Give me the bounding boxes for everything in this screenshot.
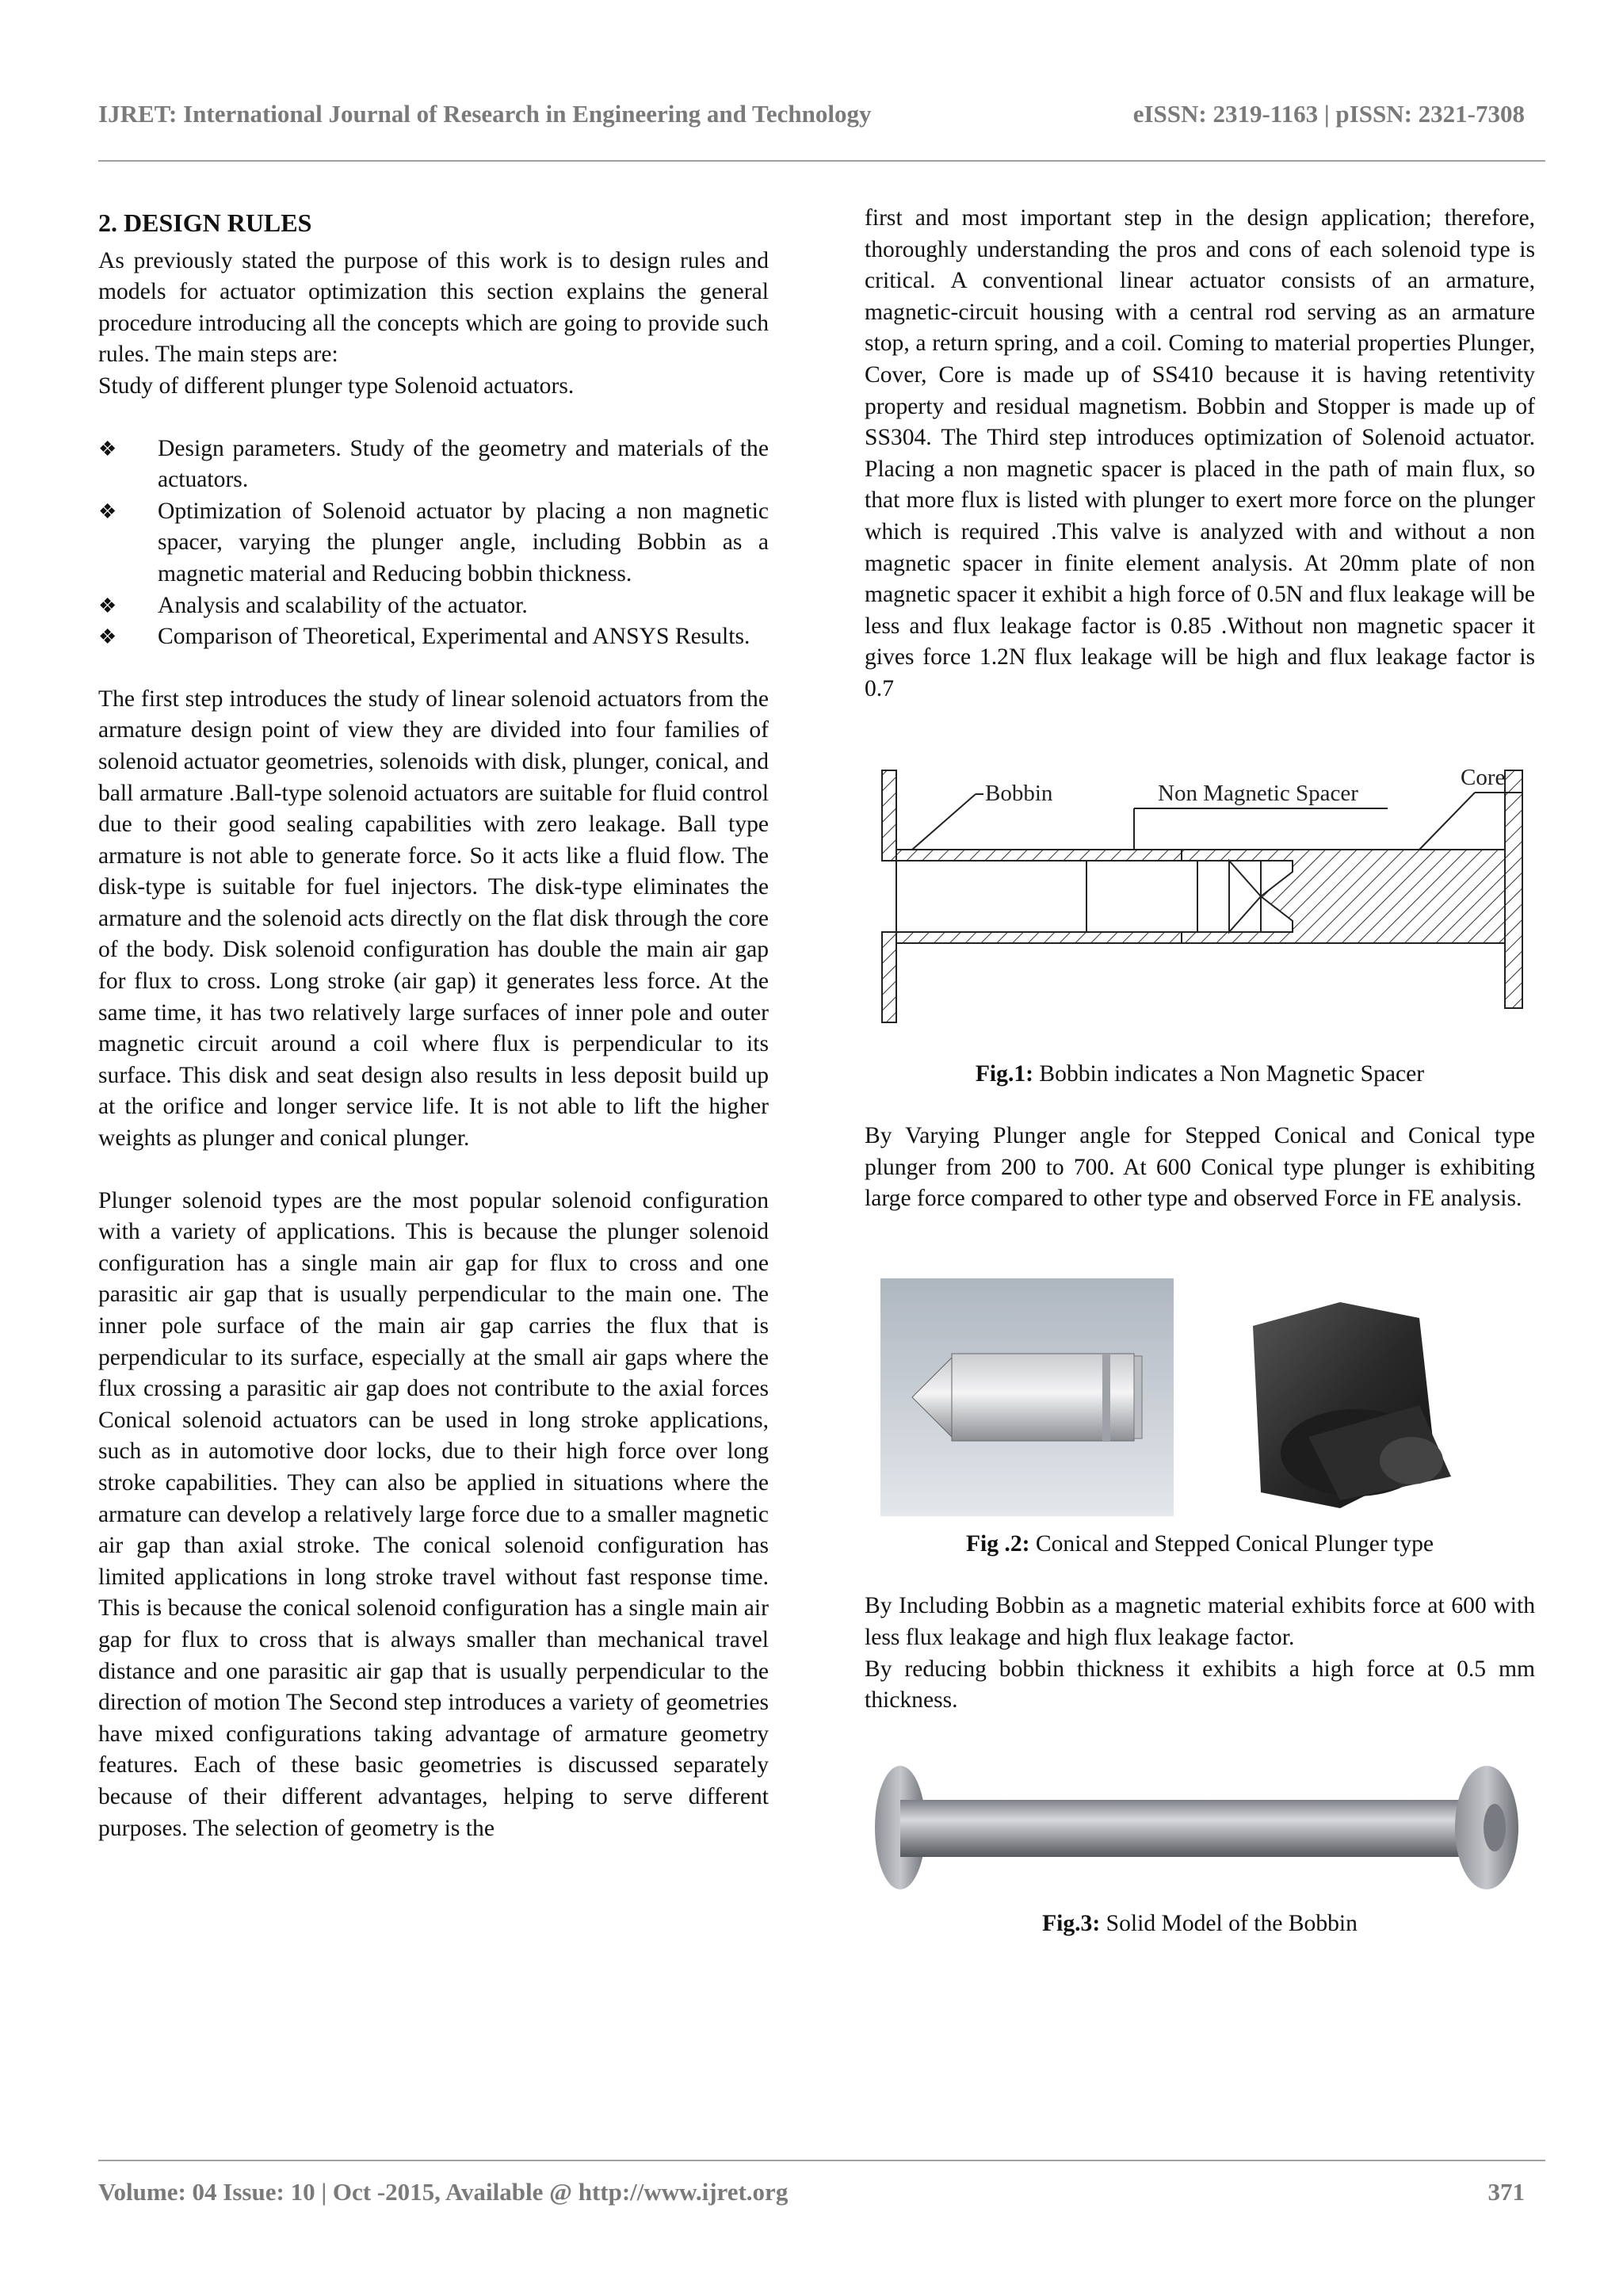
- journal-title: IJRET: International Journal of Research in Engineering and Technology: [98, 100, 872, 128]
- bobbin-spacer-drawing: [865, 761, 1535, 1054]
- stepped-conical-plunger-image: [1253, 1302, 1451, 1508]
- diamond-bullet-icon: ❖: [98, 625, 117, 649]
- header-rule: [98, 160, 1545, 162]
- core-label: Core: [1461, 764, 1506, 790]
- figure-1-caption: Fig.1: Bobbin indicates a Non Magnetic Spacer: [975, 1060, 1425, 1087]
- spacer-label: Non Magnetic Spacer: [1158, 780, 1358, 806]
- list-item: ❖ Comparison of Theoretical, Experimental and ANSYS Results.: [98, 621, 769, 653]
- right-column: [865, 203, 1535, 1939]
- bobbin-solid-model: [865, 1764, 1535, 1899]
- diamond-bullet-icon: ❖: [98, 499, 117, 523]
- steps-list: [98, 434, 769, 653]
- body-paragraph: By Including Bobbin as a magnetic material exhibits force at 600 with less flux leakage and high flux leakage factor.: [865, 1593, 1535, 1651]
- list-item: ❖ Design parameters. Study of the geometry and materials of the actuators.: [98, 434, 769, 496]
- footer-volume: Volume: 04 Issue: 10 | Oct -2015, Available @ http://www.ijret.org: [98, 2178, 789, 2206]
- issn: eISSN: 2319-1163 | pISSN: 2321-7308: [1132, 100, 1525, 128]
- diamond-bullet-icon: ❖: [98, 594, 117, 617]
- body-paragraph: first and most important step in the design application; therefore, thoroughly understanding the pros and cons of each solenoid type is critical. A conventional linear actuator consists of an armature, magnetic-circuit housing with a central rod serving as an armature stop, a return spring, and a coil. Coming to material properties Plunger, Cover, Core is made up of SS410 because it is having retentivity property and residual magnetism. Bobbin and Stopper is made up of SS304. The Third step introduces optimization of Solenoid actuator. Placing a non magnetic spacer is placed in the path of main flux, so that more flux is listed with plunger to exert more force on the plunger which is required .This valve is analyzed with and without a non magnetic spacer in finite element analysis. At 20mm plate of non magnetic spacer it exhibit a high force of 0.5N and flux leakage will be less and flux leakage factor is 0.85 .Without non magnetic spacer it gives force 1.2N flux leakage will be high and flux leakage factor is 0.7: [865, 205, 1535, 701]
- intro-paragraph-2: Study of different plunger type Solenoid actuators.: [98, 372, 575, 399]
- figure-3: [865, 1764, 1535, 1940]
- footer-rule: [98, 2160, 1545, 2161]
- body-paragraph: By reducing bobbin thickness it exhibits a high force at 0.5 mm thickness.: [865, 1656, 1535, 1713]
- page-number: 371: [1487, 2178, 1525, 2206]
- figure-1: [865, 761, 1535, 1091]
- list-item: ❖ Analysis and scalability of the actuator.: [98, 590, 769, 622]
- section-title: 2. DESIGN RULES: [98, 208, 312, 237]
- figure-2: [865, 1278, 1535, 1561]
- figure-3-caption: Fig.3: Solid Model of the Bobbin: [1042, 1910, 1358, 1936]
- list-item: ❖ Optimization of Solenoid actuator by placing a non magnetic spacer, varying the plunger angle, including Bobbin as a magnetic material and Reducing bobbin thickness.: [98, 496, 769, 590]
- diamond-bullet-icon: ❖: [98, 437, 117, 460]
- figure-2-caption: Fig .2: Conical and Stepped Conical Plunger type: [965, 1530, 1434, 1557]
- left-column: [98, 203, 769, 1844]
- body-paragraph: The first step introduces the study of linear solenoid actuators from the armature design point of view they are divided into four families of solenoid actuator geometries, solenoids with disk, plunger, conical, and ball armature .Ball-type solenoid actuators are suitable for fluid control due to their good sealing capabilities with zero leakage. Ball type armature is not able to generate force. So it acts like a fluid flow. The disk-type is suitable for fuel injectors. The disk-type eliminates the armature and the solenoid acts directly on the flat disk through the core of the body. Disk solenoid configuration has double the main air gap for flux to cross. Long stroke (air gap) it generates less force. At the same time, it has two relatively large surfaces of inner pole and outer magnetic circuit around a coil where flux is perpendicular to its surface. This disk and seat design also results in less deposit build up at the orifice and longer service life. It is not able to lift the higher weights as plunger and conical plunger.: [98, 686, 769, 1152]
- intro-paragraph: As previously stated the purpose of this work is to design rules and models for actuator optimization this section explains the general procedure introducing all the concepts which are going to provide such rules. The main steps are:: [98, 247, 769, 368]
- body-paragraph: Plunger solenoid types are the most popular solenoid configuration with a variety of applications. This is because the plunger solenoid configuration has a single main air gap for flux to cross and one parasitic air gap that is usually perpendicular to the main one. The inner pole surface of the main air gap carries the flux that is perpendicular to its surface, especially at the small air gaps where the flux crossing a parasitic air gap does not contribute to the axial forces Conical solenoid actuators can be used in long stroke applications, such as in automotive door locks, due to their high force over long stroke capabilities. They can also be applied in situations where the armature can develop a relatively large force due to a smaller magnetic air gap than axial stroke. The conical solenoid configuration has limited applications in long stroke travel without fast response time. This is because the conical solenoid configuration has a single main air gap for flux to cross that is always smaller than mechanical travel distance and one parasitic air gap that is usually perpendicular to the direction of motion The Second step introduces a variety of geometries have mixed configurations taking advantage of armature geometry features. Each of these basic geometries is discussed separately because of their different advantages, helping to serve different purposes. The selection of geometry is the: [98, 1187, 769, 1841]
- body-paragraph: By Varying Plunger angle for Stepped Conical and Conical type plunger from 200 to 700. At 600 Conical type plunger is exhibiting large force compared to other type and observed Force in FE analysis.: [865, 1123, 1535, 1212]
- bobbin-label: Bobbin: [985, 780, 1053, 806]
- plunger-renders: [865, 1278, 1535, 1524]
